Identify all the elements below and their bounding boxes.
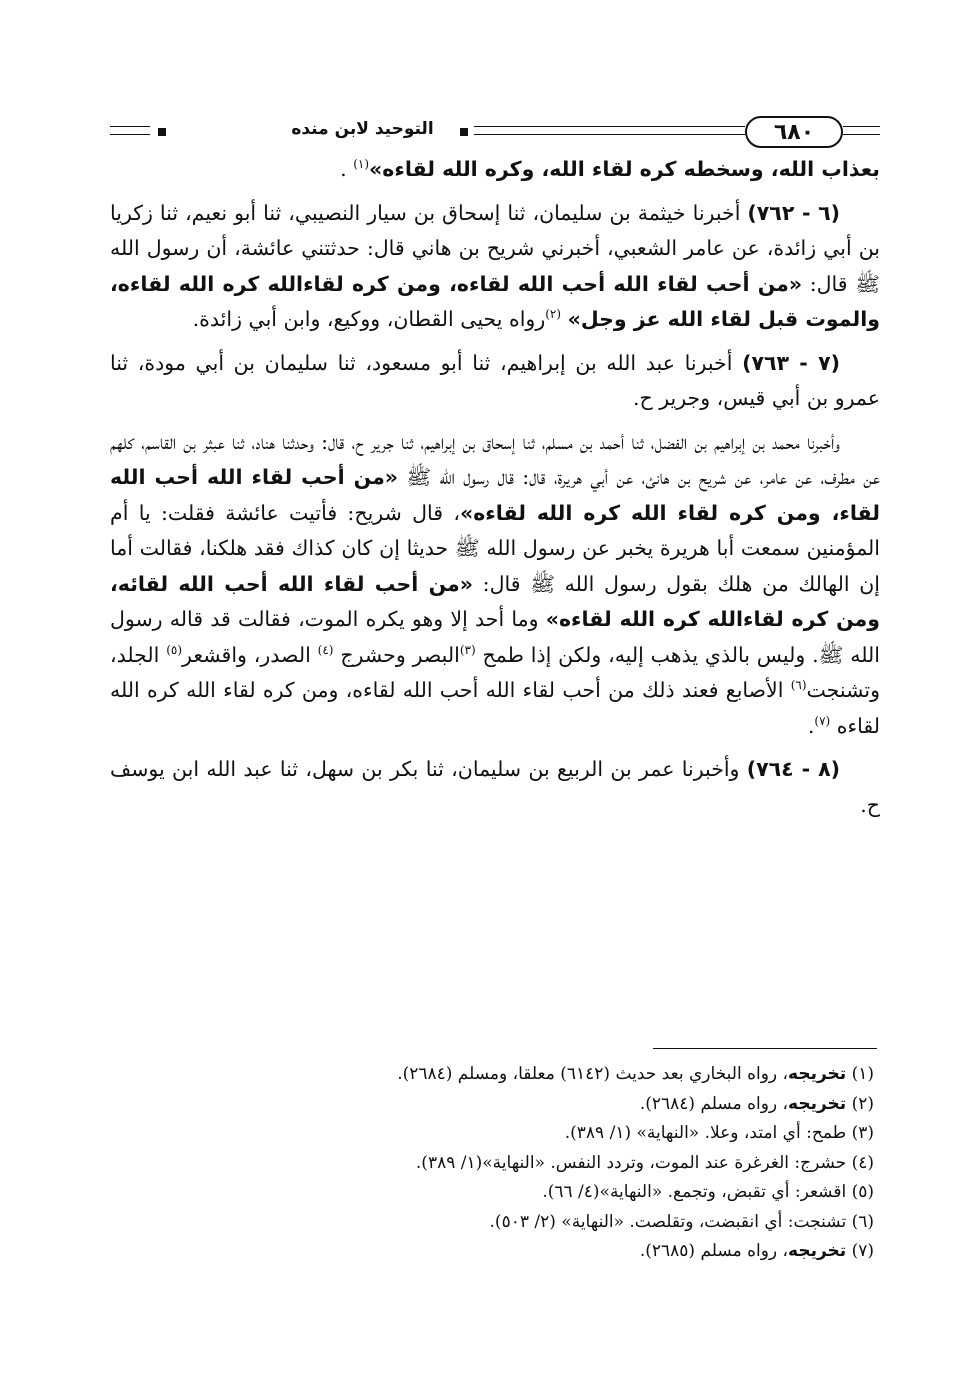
text-run: وما أحد إلا وهو يكره الموت، فقالت قد قاله رسول الله ﷺ. وليس بالذي يذهب إليه، ولكن إذا طمح: [110, 607, 880, 667]
footnote: [110, 1060, 874, 1090]
footnote-ref: (٤): [317, 642, 334, 657]
footnote: [110, 1149, 874, 1179]
footnote-ref: (٧): [814, 713, 831, 728]
bold-text: (٦ - ٧٦٢): [747, 200, 840, 225]
page-number: ٦٨٠: [745, 116, 843, 148]
main-text: [110, 152, 880, 823]
text-run: (٥) اقشعر: أي تقبض، وتجمع. «النهاية»(٤/ ٦٦).: [542, 1182, 874, 1202]
footnote-ref: (٦): [790, 678, 807, 693]
paragraph: [110, 425, 880, 745]
text-run: .: [807, 713, 815, 738]
bold-text: «من أحب لقاء الله أحب الله لقاءه، ومن كره لقاءالله كره الله لقاءه، والموت قبل لقاء الله عز وجل»: [110, 271, 880, 331]
text-run: وأخبرنا محمد بن إبراهيم بن الفضل، ثنا أحمد بن مسلم، ثنا إسحاق بن إبراهيم، ثنا جرير ح، قال: وحدثنا هناد، ثنا عبثر بن القاسم، كلهم عن مطرف، عن عامر، عن شريح بن هانئ، عن أبي هريرة، قال: قال رسول الله ﷺ: [110, 429, 880, 489]
bold-text: (٧ - ٧٦٣): [742, 350, 840, 375]
text-run: ، رواه البخاري بعد حديث (٦١٤٢) معلقا، ومسلم (٢٦٨٤).: [397, 1064, 789, 1084]
footnote: [110, 1178, 874, 1208]
text-run: رواه يحيى القطان، ووكيع، وابن أبي زائدة.: [192, 307, 546, 331]
footnote-ref: (٣): [459, 642, 476, 657]
header-rule: [474, 134, 745, 135]
book-title: التوحيد لابن منده: [291, 119, 434, 139]
footnote-ref: (٢): [545, 307, 562, 322]
bold-text: تخريجه: [788, 1093, 847, 1114]
header-rule: [474, 126, 745, 127]
bold-text: (٨ - ٧٦٤): [746, 757, 840, 781]
header-rule: [110, 126, 150, 127]
running-header: [110, 112, 880, 152]
paragraph: [110, 152, 880, 188]
text-run: أخبرنا عبد الله بن إبراهيم، ثنا أبو مسعود، ثنا سليمان بن أبي مودة، ثنا عمرو بن أبي قيس، وجرير ح.: [110, 350, 880, 410]
footnote: [110, 1119, 874, 1149]
header-square-ornament: [158, 128, 166, 136]
bold-text: «من أحب لقاء الله أحب الله لقائه، ومن كره لقاءالله كره الله لقاءه»: [110, 571, 880, 631]
text-run: (٣) طمح: أي امتد، وعلا. «النهاية» (١/ ٣٨٩).: [564, 1123, 874, 1143]
text-run: الأصابع فعند ذلك من أحب لقاء الله أحب الله لقاءه، ومن كره لقاء الله كره الله لقاءه: [110, 678, 880, 738]
text-run: وأخبرنا عمر بن الربيع بن سليمان، ثنا بكر بن سهل، ثنا عبد الله ابن يوسف ح.: [110, 757, 880, 817]
text-run: البصر وحشرج: [333, 642, 460, 667]
bold-text: تخريجه: [788, 1241, 847, 1261]
text-run: ، رواه مسلم (٢٦٨٥).: [639, 1241, 789, 1261]
text-run: (٦) تشنجت: أي انقبضت، وتقلصت. «النهاية» (٢/ ٥٠٣).: [489, 1211, 874, 1232]
paragraph: [110, 752, 880, 823]
text-run: أخبرنا خيثمة بن سليمان، ثنا إسحاق بن سيار النصيبي، ثنا أبو نعيم، ثنا زكريا بن أبي زائدة، عن عامر الشعبي، أخبرني شريح بن هاني قال: حدثتني عائشة، أن رسول الله ﷺ قال:: [110, 200, 880, 296]
text-run: (٧): [846, 1241, 874, 1261]
paragraph: [110, 196, 880, 338]
header-square-ornament: [460, 128, 468, 136]
text-run: الصدر، واقشعر: [182, 642, 318, 667]
text-run: الجلد، وتشنجت: [110, 642, 880, 702]
header-rule: [843, 126, 880, 127]
paragraph: [110, 346, 880, 417]
footnote: [110, 1237, 874, 1267]
text-run: (٢): [846, 1093, 874, 1114]
footnote: [110, 1208, 874, 1238]
footnotes: [110, 1060, 874, 1267]
bold-text: بعذاب الله، وسخطه كره لقاء الله، وكره الله لقاءه»: [369, 157, 880, 181]
footnote: [110, 1090, 874, 1120]
text-run: ، قال شريح: فأتيت عائشة فقلت: يا أم المؤمنين سمعت أبا هريرة يخبر عن رسول الله ﷺ حديثا إن كان كذاك فقد هلكنا، فقالت أما إن الهالك من هلك بقول رسول الله ﷺ قال:: [110, 500, 880, 596]
text-run: (٤) حشرج: الغرغرة عند الموت، وتردد النفس. «النهاية»(١/ ٣٨٩).: [415, 1152, 874, 1173]
footnote-ref: (٥): [166, 642, 183, 657]
text-run: ، رواه مسلم (٢٦٨٤).: [639, 1093, 789, 1114]
footnote-separator: [653, 1048, 877, 1049]
header-rule: [843, 134, 880, 135]
header-rule: [110, 134, 150, 135]
bold-text: «من أحب لقاء الله أحب الله لقاء، ومن كره لقاء الله كره الله لقاءه»: [110, 465, 880, 525]
text-run: .: [340, 157, 354, 181]
text-run: (١): [846, 1064, 874, 1084]
bold-text: تخريجه: [788, 1064, 847, 1084]
footnote-ref: (١): [353, 157, 370, 172]
